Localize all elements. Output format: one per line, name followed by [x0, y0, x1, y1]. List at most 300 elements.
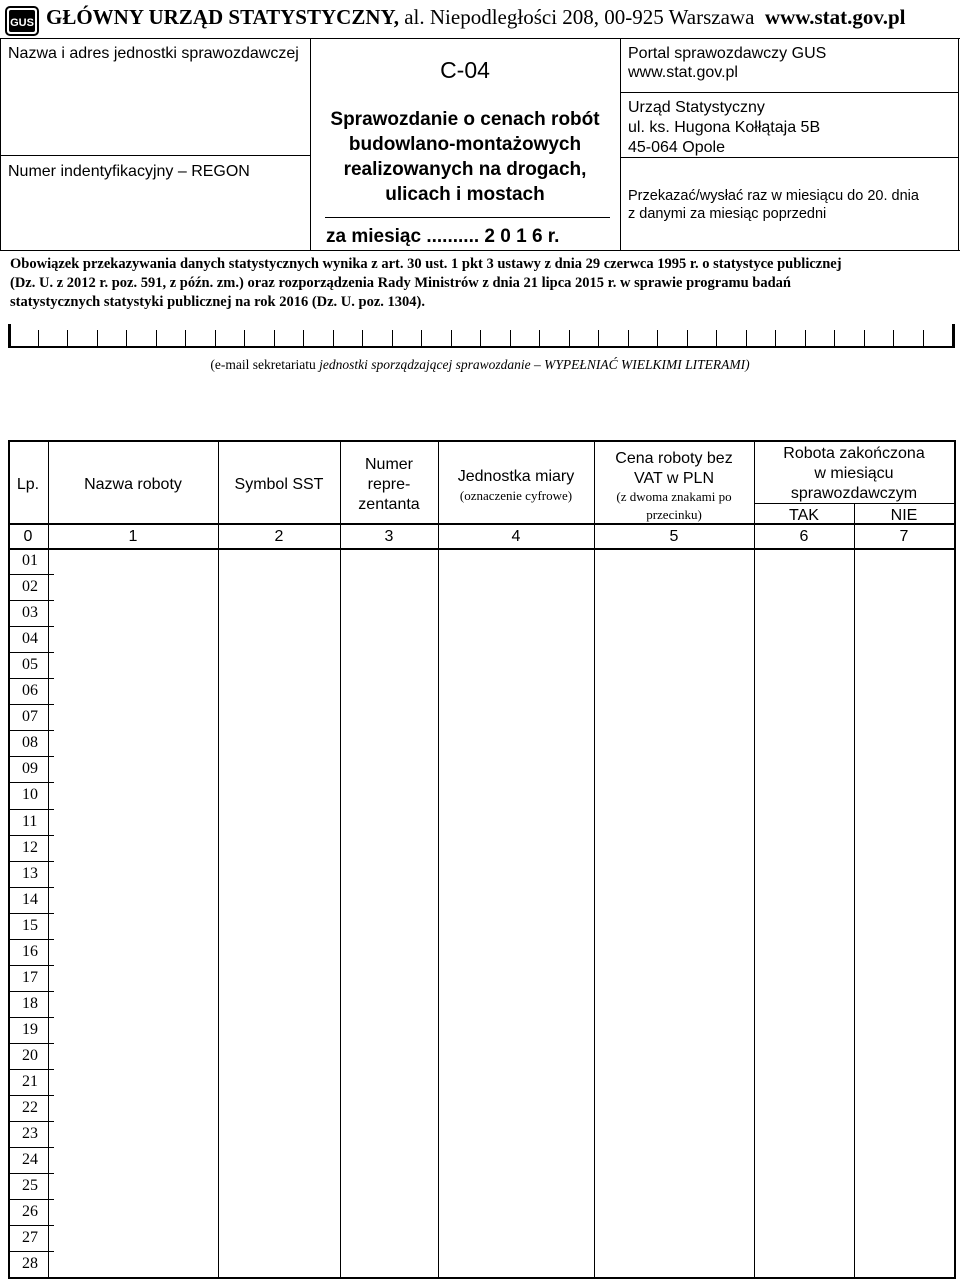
table-cell-input[interactable] [219, 783, 339, 807]
table-line [8, 523, 954, 525]
table-row-line [8, 756, 54, 757]
logo-text: GUS [10, 17, 34, 29]
table-cell-input[interactable] [595, 601, 753, 625]
col-header-sst: Symbol SST [234, 476, 324, 493]
legal-basis-line: Obowiązek przekazywania danych statystycznych wynika z art. 30 ust. 1 pkt 3 ustawy z dnia 29 czerwca 1995 r. o statystyce publicznej [10, 256, 842, 272]
table-cell-input[interactable] [855, 1252, 953, 1276]
table-row-line [8, 861, 54, 862]
col-header-number-line: Numer [364, 456, 413, 473]
table-cell-input[interactable] [855, 575, 953, 599]
table-cell-input[interactable] [341, 679, 437, 703]
col-header-price-line: VAT w PLN [633, 470, 715, 487]
table-cell-input[interactable] [341, 705, 437, 729]
table-cell-input[interactable] [595, 1070, 753, 1094]
col-header-done-line: sprawozdawczym [790, 485, 918, 502]
table-border [8, 440, 956, 442]
table-cell-input[interactable] [855, 757, 953, 781]
col-number: 2 [274, 528, 284, 545]
col-number: 7 [899, 528, 909, 545]
table-cell-input[interactable] [855, 1070, 953, 1094]
row-number: 16 [22, 943, 38, 960]
table-cell-input[interactable] [341, 1200, 437, 1224]
table-cell-input[interactable] [855, 627, 953, 651]
table-cell-input[interactable] [755, 1148, 853, 1172]
table-row-line [8, 991, 54, 992]
col-number: 0 [23, 528, 33, 545]
row-number: 01 [22, 552, 38, 569]
table-cell-input[interactable] [439, 836, 593, 860]
table-row-line [8, 782, 54, 783]
office-url[interactable]: www.stat.gov.pl [764, 5, 906, 29]
col-header-price-sub-line: (z dwoma znakami po [616, 489, 732, 504]
table-cell-input[interactable] [855, 836, 953, 860]
form-code: C-04 [440, 57, 490, 83]
table-cell-input[interactable] [595, 1226, 753, 1250]
table-cell-input[interactable] [49, 940, 217, 964]
table-cell-input[interactable] [439, 757, 593, 781]
portal-url[interactable]: www.stat.gov.pl [628, 64, 738, 81]
table-cell-input[interactable] [219, 810, 339, 834]
table-cell-input[interactable] [49, 914, 217, 938]
table-cell-input[interactable] [49, 653, 217, 677]
table-cell-input[interactable] [595, 627, 753, 651]
row-number: 14 [22, 891, 38, 908]
table-cell-input[interactable] [595, 914, 753, 938]
table-cell-input[interactable] [439, 810, 593, 834]
table-cell-input[interactable] [439, 888, 593, 912]
table-cell-input[interactable] [49, 810, 217, 834]
table-row-line [8, 965, 54, 966]
row-number: 27 [22, 1229, 38, 1246]
table-cell-input[interactable] [49, 1070, 217, 1094]
table-cell-input[interactable] [595, 1200, 753, 1224]
table-cell-input[interactable] [219, 679, 339, 703]
table-cell-input[interactable] [219, 653, 339, 677]
regon-label: Numer indentyfikacyjny – REGON [8, 163, 250, 180]
table-cell-input[interactable] [755, 549, 853, 573]
table-cell-input[interactable] [341, 757, 437, 781]
table-cell-input[interactable] [855, 679, 953, 703]
table-cell-input[interactable] [439, 992, 593, 1016]
table-cell-input[interactable] [341, 1018, 437, 1042]
table-cell-input[interactable] [49, 1200, 217, 1224]
table-cell-input[interactable] [219, 1174, 339, 1198]
table-cell-input[interactable] [755, 1174, 853, 1198]
table-cell-input[interactable] [49, 966, 217, 990]
table-cell-input[interactable] [855, 914, 953, 938]
table-cell-input[interactable] [595, 783, 753, 807]
table-cell-input[interactable] [219, 862, 339, 886]
table-cell-input[interactable] [219, 549, 339, 573]
table-row-line [8, 809, 54, 810]
table-cell-input[interactable] [219, 836, 339, 860]
table-cell-input[interactable] [755, 705, 853, 729]
table-cell-input[interactable] [49, 888, 217, 912]
table-cell-input[interactable] [341, 1044, 437, 1068]
table-cell-input[interactable] [341, 992, 437, 1016]
col-header-price [594, 449, 754, 489]
table-cell-input[interactable] [439, 627, 593, 651]
col-header-name: Nazwa roboty [84, 476, 182, 493]
table-cell-input[interactable] [439, 679, 593, 703]
table-cell-input[interactable] [595, 1044, 753, 1068]
table-cell-input[interactable] [755, 679, 853, 703]
table-cell-input[interactable] [341, 914, 437, 938]
table-cell-input[interactable] [341, 1122, 437, 1146]
table-cell-input[interactable] [49, 862, 217, 886]
table-cell-input[interactable] [219, 731, 339, 755]
table-cell-input[interactable] [219, 627, 339, 651]
table-cell-input[interactable] [755, 601, 853, 625]
email-note-text: (e-mail sekretariatu [210, 357, 320, 372]
table-cell-input[interactable] [49, 1252, 217, 1276]
table-cell-input[interactable] [439, 1174, 593, 1198]
table-row-line [8, 1043, 54, 1044]
table-line [754, 503, 954, 504]
table-border [954, 440, 956, 1279]
table-row-line [8, 1251, 54, 1252]
table-cell-input[interactable] [855, 1122, 953, 1146]
table-cell-input[interactable] [439, 1200, 593, 1224]
row-number: 28 [22, 1255, 38, 1272]
col-number: 3 [384, 528, 394, 545]
table-row-line [8, 652, 54, 653]
table-cell-input[interactable] [595, 1174, 753, 1198]
table-cell-input[interactable] [855, 549, 953, 573]
col-header-done-line: Robota zakończona [783, 445, 925, 462]
table-cell-input[interactable] [439, 966, 593, 990]
table-row-line [8, 1173, 54, 1174]
table-cell-input[interactable] [755, 810, 853, 834]
table-cell-input[interactable] [595, 575, 753, 599]
table-cell-input[interactable] [595, 992, 753, 1016]
table-cell-input[interactable] [49, 836, 217, 860]
table-row-line [8, 730, 54, 731]
table-cell-input[interactable] [341, 1096, 437, 1120]
table-row-line [8, 1095, 54, 1096]
table-cell-input[interactable] [439, 783, 593, 807]
table-cell-input[interactable] [755, 1122, 853, 1146]
table-cell-input[interactable] [755, 966, 853, 990]
table-cell-input[interactable] [755, 888, 853, 912]
table-cell-input[interactable] [755, 1252, 853, 1276]
row-number: 13 [22, 865, 38, 882]
table-cell-input[interactable] [341, 810, 437, 834]
office-line-2: ul. ks. Hugona Kołłątaja 5B [628, 119, 821, 136]
table-row-line [8, 1199, 54, 1200]
table-row-line [8, 939, 54, 940]
table-cell-input[interactable] [439, 1122, 593, 1146]
table-cell-input[interactable] [855, 705, 953, 729]
table-cell-input[interactable] [219, 575, 339, 599]
table-cell-input[interactable] [219, 914, 339, 938]
table-cell-input[interactable] [439, 940, 593, 964]
table-cell-input[interactable] [219, 992, 339, 1016]
table-cell-input[interactable] [341, 731, 437, 755]
form-title-line: Sprawozdanie o cenach robót [330, 109, 600, 130]
col-number: 4 [511, 528, 521, 545]
table-cell-input[interactable] [755, 1018, 853, 1042]
entity-label: Nazwa i adres jednostki sprawozdawczej [8, 45, 299, 62]
row-number: 17 [22, 969, 38, 986]
table-cell-input[interactable] [219, 940, 339, 964]
table-cell-input[interactable] [439, 653, 593, 677]
col-header-number-line: zentanta [358, 496, 420, 513]
table-cell-input[interactable] [49, 992, 217, 1016]
table-cell-input[interactable] [439, 1096, 593, 1120]
table-cell-input[interactable] [595, 1096, 753, 1120]
table-cell-input[interactable] [855, 1018, 953, 1042]
legal-basis-line: statystycznych statystyki publicznej na rok 2016 (Dz. U. poz. 1304). [10, 294, 425, 310]
row-number: 07 [22, 708, 38, 725]
table-cell-input[interactable] [595, 1018, 753, 1042]
table-cell-input[interactable] [855, 966, 953, 990]
table-row-line [8, 1017, 54, 1018]
table-row-line [8, 835, 54, 836]
table-row-line [8, 704, 54, 705]
table-cell-input[interactable] [49, 679, 217, 703]
row-number: 26 [22, 1203, 38, 1220]
table-cell-input[interactable] [219, 1018, 339, 1042]
table-cell-input[interactable] [855, 653, 953, 677]
col-header-tak: TAK [789, 507, 819, 524]
table-cell-input[interactable] [219, 966, 339, 990]
table-cell-input[interactable] [595, 705, 753, 729]
col-header-number [340, 455, 438, 515]
table-cell-input[interactable] [439, 1226, 593, 1250]
deadline-line-2: z danymi za miesiąc poprzedni [628, 206, 827, 222]
table-cell-input[interactable] [219, 1200, 339, 1224]
col-header-nie: NIE [890, 507, 918, 524]
table-cell-input[interactable] [595, 810, 753, 834]
table-cell-input[interactable] [49, 731, 217, 755]
col-header-unit-sub: (oznaczenie cyfrowe) [459, 488, 573, 503]
table-cell-input[interactable] [341, 575, 437, 599]
table-cell-input[interactable] [439, 731, 593, 755]
table-cell-input[interactable] [595, 862, 753, 886]
row-number: 08 [22, 734, 38, 751]
row-number: 09 [22, 760, 38, 777]
table-cell-input[interactable] [439, 705, 593, 729]
table-cell-input[interactable] [595, 679, 753, 703]
table-cell-input[interactable] [439, 1018, 593, 1042]
table-cell-input[interactable] [439, 549, 593, 573]
table-cell-input[interactable] [595, 836, 753, 860]
row-number: 19 [22, 1021, 38, 1038]
table-cell-input[interactable] [755, 731, 853, 755]
table-cell-input[interactable] [341, 1070, 437, 1094]
table-cell-input[interactable] [341, 601, 437, 625]
table-cell-input[interactable] [595, 1148, 753, 1172]
table-row-line [8, 1147, 54, 1148]
col-header-price-line: Cena roboty bez [615, 450, 733, 467]
table-cell-input[interactable] [219, 1148, 339, 1172]
table-cell-input[interactable] [855, 940, 953, 964]
row-number: 02 [22, 578, 38, 595]
table-cell-input[interactable] [341, 1174, 437, 1198]
deadline-line-1: Przekazać/wysłać raz w miesiącu do 20. dnia [628, 188, 919, 204]
table-cell-input[interactable] [855, 992, 953, 1016]
row-number: 23 [22, 1125, 38, 1142]
table-cell-input[interactable] [595, 940, 753, 964]
table-cell-input[interactable] [341, 1252, 437, 1276]
table-cell-input[interactable] [341, 627, 437, 651]
table-cell-input[interactable] [49, 705, 217, 729]
table-cell-input[interactable] [855, 1174, 953, 1198]
portal-name: Portal sprawozdawczy GUS [628, 45, 827, 62]
table-cell-input[interactable] [755, 992, 853, 1016]
table-cell-input[interactable] [755, 1200, 853, 1224]
table-cell-input[interactable] [341, 940, 437, 964]
table-cell-input[interactable] [341, 1148, 437, 1172]
row-number: 24 [22, 1151, 38, 1168]
table-cell-input[interactable] [855, 1096, 953, 1120]
table-cell-input[interactable] [755, 1096, 853, 1120]
office-name: GŁÓWNY URZĄD STATYSTYCZNY, [46, 5, 399, 29]
col-header-number-line: repre- [367, 476, 411, 493]
table-cell-input[interactable] [49, 1122, 217, 1146]
row-number: 04 [22, 630, 38, 647]
table-cell-input[interactable] [855, 1044, 953, 1068]
office-line-1: Urząd Statystyczny [628, 99, 765, 116]
col-number: 1 [128, 528, 138, 545]
col-number: 6 [799, 528, 809, 545]
form-title-line: realizowanych na drogach, [343, 159, 587, 180]
table-cell-input[interactable] [439, 862, 593, 886]
table-cell-input[interactable] [219, 1044, 339, 1068]
table-cell-input[interactable] [755, 940, 853, 964]
table-cell-input[interactable] [855, 1226, 953, 1250]
row-number: 20 [22, 1047, 38, 1064]
table-cell-input[interactable] [341, 888, 437, 912]
table-cell-input[interactable] [49, 1044, 217, 1068]
table-cell-input[interactable] [855, 810, 953, 834]
row-number: 18 [22, 995, 38, 1012]
table-cell-input[interactable] [219, 601, 339, 625]
table-cell-input[interactable] [755, 1226, 853, 1250]
table-cell-input[interactable] [439, 914, 593, 938]
table-cell-input[interactable] [855, 731, 953, 755]
table-cell-input[interactable] [439, 1252, 593, 1276]
col-header-done [754, 444, 954, 504]
table-cell-input[interactable] [341, 836, 437, 860]
table-cell-input[interactable] [755, 862, 853, 886]
table-row-line [8, 626, 54, 627]
table-cell-input[interactable] [49, 627, 217, 651]
table-cell-input[interactable] [439, 1148, 593, 1172]
table-cell-input[interactable] [49, 1174, 217, 1198]
form-title-line: ulicach i mostach [385, 184, 545, 205]
table-cell-input[interactable] [341, 862, 437, 886]
table-row-line [8, 600, 54, 601]
table-cell-input[interactable] [855, 783, 953, 807]
table-cell-input[interactable] [49, 783, 217, 807]
table-row-line [8, 1121, 54, 1122]
col-header-lp: Lp. [16, 476, 40, 493]
table-cell-input[interactable] [855, 862, 953, 886]
table-cell-input[interactable] [595, 757, 753, 781]
table-cell-input[interactable] [755, 836, 853, 860]
col-header-price-sub [594, 488, 754, 524]
table-cell-input[interactable] [49, 575, 217, 599]
office-line-3: 45-064 Opole [628, 139, 725, 156]
legal-basis-line: (Dz. U. z 2012 r. poz. 591, z późn. zm.) oraz rozporządzenia Rady Ministrów z dnia 21 lipca 2015 r. w sprawie programu badań [10, 275, 791, 291]
col-number: 5 [669, 528, 679, 545]
form-title-line: budowlano-montażowych [348, 134, 582, 155]
table-cell-input[interactable] [341, 966, 437, 990]
email-note-emphasis: jednostki sporządzającej sprawozdanie – WYPEŁNIAĆ WIELKIMI LITERAMI) [319, 357, 750, 372]
row-number: 06 [22, 682, 38, 699]
table-cell-input[interactable] [439, 601, 593, 625]
row-number: 12 [22, 839, 38, 856]
table-cell-input[interactable] [341, 1226, 437, 1250]
table-cell-input[interactable] [219, 1096, 339, 1120]
table-cell-input[interactable] [219, 1122, 339, 1146]
table-cell-input[interactable] [219, 1070, 339, 1094]
table-cell-input[interactable] [855, 601, 953, 625]
table-cell-input[interactable] [595, 653, 753, 677]
table-cell-input[interactable] [439, 1044, 593, 1068]
table-cell-input[interactable] [49, 1226, 217, 1250]
table-cell-input[interactable] [855, 1200, 953, 1224]
table-cell-input[interactable] [755, 1070, 853, 1094]
table-cell-input[interactable] [341, 653, 437, 677]
table-cell-input[interactable] [49, 1018, 217, 1042]
table-cell-input[interactable] [855, 888, 953, 912]
table-cell-input[interactable] [595, 549, 753, 573]
table-cell-input[interactable] [219, 757, 339, 781]
table-cell-input[interactable] [49, 757, 217, 781]
table-cell-input[interactable] [755, 627, 853, 651]
table-cell-input[interactable] [755, 783, 853, 807]
table-cell-input[interactable] [219, 1226, 339, 1250]
row-number: 03 [22, 604, 38, 621]
table-cell-input[interactable] [219, 1252, 339, 1276]
table-cell-input[interactable] [755, 914, 853, 938]
table-cell-input[interactable] [595, 1122, 753, 1146]
table-row-line [8, 678, 54, 679]
table-cell-input[interactable] [219, 705, 339, 729]
table-cell-input[interactable] [439, 1070, 593, 1094]
table-cell-input[interactable] [49, 549, 217, 573]
table-cell-input[interactable] [49, 601, 217, 625]
table-row-line [8, 887, 54, 888]
row-number: 25 [22, 1177, 38, 1194]
table-cell-input[interactable] [855, 1148, 953, 1172]
reporting-period[interactable]: za miesiąc .......... 2 0 1 6 r. [326, 226, 560, 247]
table-cell-input[interactable] [49, 1148, 217, 1172]
table-cell-input[interactable] [755, 757, 853, 781]
table-border [8, 1277, 956, 1279]
table-row-line [8, 1225, 54, 1226]
table-cell-input[interactable] [49, 1096, 217, 1120]
table-cell-input[interactable] [341, 549, 437, 573]
table-cell-input[interactable] [755, 575, 853, 599]
table-cell-input[interactable] [755, 1044, 853, 1068]
table-cell-input[interactable] [755, 653, 853, 677]
office-address: al. Niepodległości 208, 00-925 Warszawa [398, 5, 755, 29]
row-number: 15 [22, 917, 38, 934]
table-cell-input[interactable] [595, 1252, 753, 1276]
col-header-price-sub-line: przecinku) [646, 507, 702, 522]
table-cell-input[interactable] [595, 888, 753, 912]
table-cell-input[interactable] [595, 966, 753, 990]
table-cell-input[interactable] [595, 731, 753, 755]
table-cell-input[interactable] [439, 575, 593, 599]
table-cell-input[interactable] [341, 783, 437, 807]
table-row-line [8, 1069, 54, 1070]
table-cell-input[interactable] [219, 888, 339, 912]
